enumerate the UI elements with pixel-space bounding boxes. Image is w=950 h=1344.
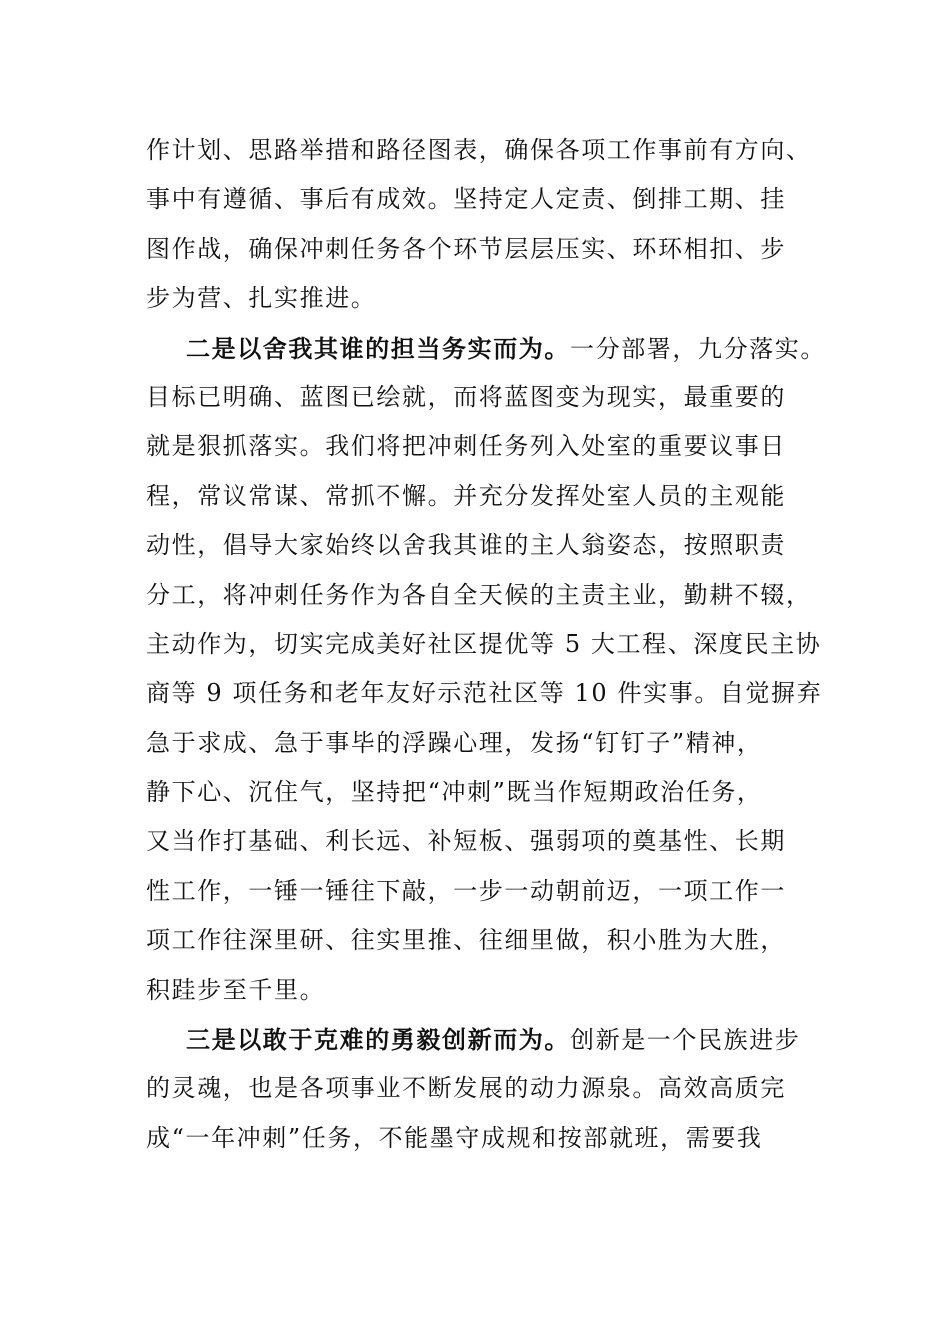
text-line: 又当作打基础、利长远、补短板、强弱项的奠基性、长期	[146, 827, 786, 856]
text-line: 事中有遵循、事后有成效。坚持定人定责、倒排工期、挂	[146, 185, 786, 214]
text-line: 静下心、沉住气，坚持把“冲刺”既当作短期政治任务，	[146, 778, 763, 807]
paragraph-text: 创新是一个民族进步	[570, 1026, 801, 1055]
text-line: 项工作往深里研、往实里推、往细里做，积小胜为大胜，	[146, 926, 786, 955]
text-line: 作计划、思路举措和路径图表，确保各项工作事前有方向、	[146, 136, 812, 164]
text-line: 成“一年冲刺”任务，不能墨守成规和按部就班，需要我	[146, 1123, 763, 1152]
text-line: 图作战，确保冲刺任务各个环节层层压实、环环相扣、步	[146, 234, 786, 263]
paragraph-heading: 三是以敢于克难的勇毅创新而为。	[186, 1025, 570, 1055]
text-line: 目标已明确、蓝图已绘就，而将蓝图变为现实，最重要的	[146, 382, 786, 411]
paragraph-1	[146, 126, 816, 324]
text-line: 主动作为，切实完成美好社区提优等 5 大工程、深度民主协	[146, 629, 822, 658]
text-line: 动性，倡导大家始终以舍我其谁的主人翁姿态，按照职责	[146, 531, 786, 560]
text-line: 分工，将冲刺任务作为各自全天候的主责主业，勤耕不辍，	[146, 580, 812, 609]
text-line: 急于求成、急于事毕的浮躁心理，发扬“钉钉子”精神，	[146, 728, 763, 757]
paragraph-first-line	[146, 324, 826, 373]
text-line: 的灵魂，也是各项事业不断发展的动力源泉。高效高质完	[146, 1074, 786, 1103]
text-line: 商等 9 项任务和老年友好示范社区等 10 件实事。自觉摒弃	[146, 679, 823, 708]
paragraph-text: 一分部署，九分落实。	[570, 334, 826, 363]
text-line: 积跬步至千里。	[146, 975, 326, 1004]
paragraph-2	[146, 324, 826, 1015]
text-line: 程，常议常谋、常抓不懈。并充分发挥处室人员的主观能	[146, 481, 786, 510]
text-line: 步为营、扎实推进。	[146, 284, 377, 313]
paragraph-3	[146, 1015, 816, 1163]
text-line: 就是狠抓落实。我们将把冲刺任务列入处室的重要议事日	[146, 432, 786, 461]
text-line: 性工作，一锤一锤往下敲，一步一动朝前迈，一项工作一	[146, 876, 786, 905]
paragraph-first-line	[146, 1015, 816, 1064]
paragraph-heading: 二是以舍我其谁的担当务实而为。	[186, 333, 570, 363]
document-body	[146, 126, 826, 1163]
